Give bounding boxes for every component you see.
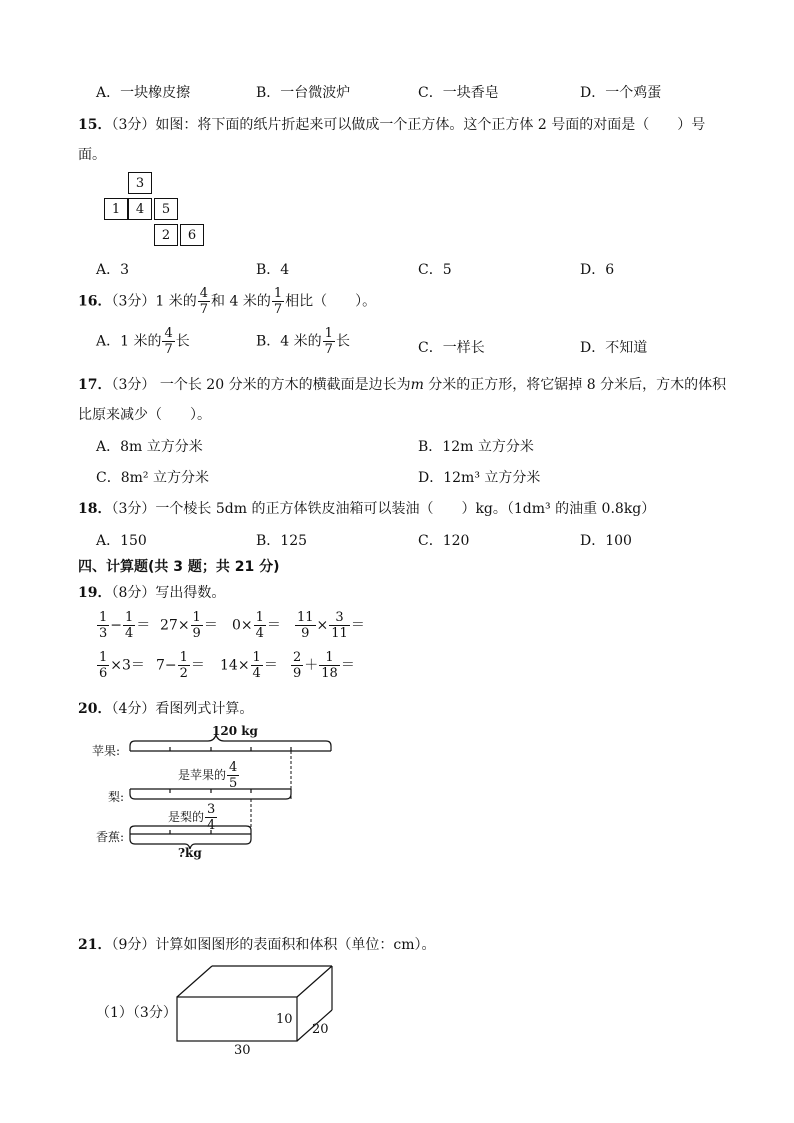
q16-stem [78, 286, 376, 317]
expression: 7− $\frac{1}{2}$ ＝ [156, 650, 205, 681]
q15-text: 如图：将下面的纸片折起来可以做成一个正方体。这个正方体 2 号面的对面是（ ）号 [155, 117, 706, 133]
q18-score: （3分） [111, 501, 156, 517]
q18-stem [78, 498, 655, 518]
net-cell: 1 [104, 198, 128, 220]
fraction: $\frac{4}{7}$ [199, 286, 209, 317]
cuboid-width: 20 [312, 1022, 329, 1037]
expression: 27× $\frac{1}{9}$ ＝ [160, 610, 218, 641]
q17-text: 一个长 20 分米的方木的横截面是边长为𝑚 分米的正方形，将它锯掉 8 分米后，方木的体积 [159, 377, 727, 393]
q19-stem [78, 582, 225, 602]
expression: $\frac{11}{9}$ × $\frac{3}{11}$ ＝ [297, 610, 365, 641]
fraction: $\frac{1}{7}$ [273, 286, 283, 317]
q18-option-b: B．125 [256, 533, 308, 549]
q18-option-c: C．120 [418, 533, 470, 549]
q14-option-d: D．一个鸡蛋 [580, 85, 662, 101]
net-cell: 6 [180, 224, 204, 246]
net-cell: 4 [128, 198, 152, 220]
q21-score: （9分） [111, 937, 156, 953]
q21-text: 计算如图图形的表面积和体积（单位：cm）。 [155, 937, 436, 953]
q17-option-a: A．8m 立方分米 [96, 439, 203, 455]
q15-number: 15． [78, 117, 112, 133]
expression: $\frac{1}{6}$ ×3＝ [99, 650, 145, 681]
expression: $\frac{2}{9}$ ＋ $\frac{1}{18}$ ＝ [293, 650, 355, 681]
apple-label: 苹果: [92, 744, 121, 758]
q18-option-d: D．100 [580, 533, 632, 549]
banana-ratio-label: 是梨的 $\frac{3}{4}$ [168, 802, 216, 833]
q14-option-a: A．一块橡皮擦 [96, 85, 191, 101]
q17-stem [78, 374, 726, 394]
q21-number: 21． [78, 937, 112, 953]
q15-option-d: D．6 [580, 262, 615, 278]
cuboid-length: 30 [234, 1043, 251, 1058]
q17-option-d: D．12m³ 立方分米 [418, 470, 541, 486]
total-weight: 120 kg [212, 724, 258, 738]
expression: 0× $\frac{1}{4}$ ＝ [232, 610, 281, 641]
q15-stem [78, 114, 705, 134]
expression: 14× $\frac{1}{4}$ ＝ [220, 650, 278, 681]
q20-stem [78, 698, 253, 718]
q17-option-c: C．8m² 立方分米 [96, 470, 209, 486]
q17-text-cont: 比原来减少（ ）。 [78, 407, 211, 423]
q16-option-d: D．不知道 [580, 340, 648, 356]
q14-option-b: B．一台微波炉 [256, 85, 351, 101]
q15-text-cont: 面。 [78, 147, 106, 163]
net-cell: 2 [154, 224, 178, 246]
q19-text: 写出得数。 [155, 585, 226, 601]
q15-score: （3分） [111, 117, 156, 133]
q15-option-b: B．4 [256, 262, 290, 278]
q16-text: 相比（ ）。 [285, 293, 377, 310]
q16-number: 16． [78, 293, 112, 310]
net-cell: 5 [154, 198, 178, 220]
pear-label: 梨: [108, 790, 125, 804]
q18-text: 一个棱长 5dm 的正方体铁皮油箱可以装油（ ）kg。（1dm³ 的油重 0.8kg） [155, 501, 656, 517]
pear-ratio-label: 是苹果的 $\frac{4}{5}$ [178, 760, 238, 791]
q20-text: 看图列式计算。 [155, 701, 254, 717]
q14-option-c: C．一块香皂 [418, 85, 499, 101]
q15-option-a: A．3 [96, 262, 130, 278]
q21-stem [78, 934, 436, 954]
cuboid-height: 10 [276, 1012, 293, 1027]
q20-score: （4分） [111, 701, 156, 717]
q17-number: 17． [78, 377, 112, 393]
q16-text: 和 4 米的 [211, 293, 271, 310]
q16-option-a: A．1 米的 $\frac{4}{7}$ 长 [96, 326, 190, 357]
banana-label: 香蕉: [96, 830, 125, 844]
q17-score: （3分） [111, 377, 156, 393]
net-cell: 3 [128, 172, 152, 194]
q16-score: （3分） [111, 293, 156, 310]
q19-number: 19． [78, 585, 112, 601]
expression: $\frac{1}{3}$ − $\frac{1}{4}$ ＝ [99, 610, 151, 641]
q20-number: 20． [78, 701, 112, 717]
q16-option-b: B．4 米的 $\frac{1}{7}$ 长 [256, 326, 350, 357]
q18-number: 18． [78, 501, 112, 517]
q16-option-c: C．一样长 [418, 340, 485, 356]
q17-option-b: B．12m 立方分米 [418, 439, 534, 455]
q15-option-c: C．5 [418, 262, 452, 278]
q19-score: （8分） [111, 585, 156, 601]
segment-diagram [90, 720, 350, 870]
section-title: 四、计算题(共 3 题；共 21 分) [78, 559, 280, 575]
q18-option-a: A．150 [96, 533, 147, 549]
q21-part1: （1）（3分） [96, 1005, 177, 1021]
unknown-weight: ?kg [178, 846, 202, 860]
q16-text: 1 米的 [155, 293, 197, 310]
